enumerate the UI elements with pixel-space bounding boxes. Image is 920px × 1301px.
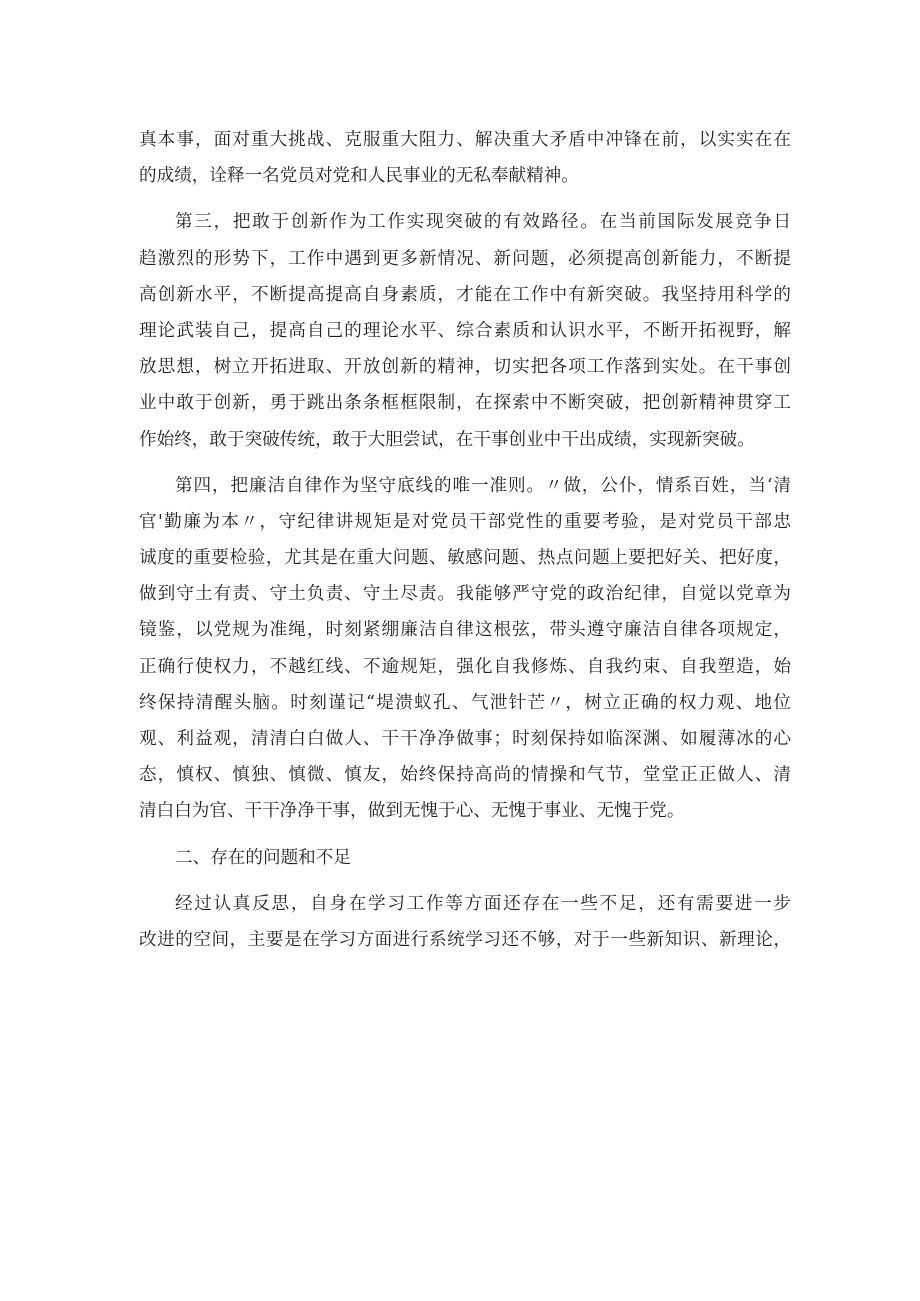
- text-line: 真本事，面对重大挑战、克服重大阻力、解决重大矛盾中冲锋在前，以实实在在: [139, 130, 791, 150]
- text-line: 官'勤廉为本〃，守纪律讲规矩是对党员干部党性的重要考验，是对党员干部忠: [139, 511, 791, 532]
- text-line: 镜鉴，以党规为准绳，时刻紧绷廉洁自律这根弦，带头遵守廉洁自律各项规定，: [139, 620, 791, 641]
- document-body: [139, 122, 791, 958]
- text-line: 高创新水平，不断提高提高自身素质，才能在工作中有新突破。我坚持用科学的: [139, 284, 791, 305]
- text-line: 的成绩，诠释一名党员对党和人民事业的无私奉献精神。: [139, 166, 579, 187]
- text-line: 正确行使权力，不越红线、不逾规矩，强化自我修炼、自我约束、自我塑造，始: [139, 656, 791, 677]
- text-line: 理论武装自己，提高自己的理论水平、综合素质和认识水平，不断开拓视野，解: [139, 320, 791, 341]
- text-line: 业中敢于创新，勇于跳出条条框框限制，在探索中不断突破，把创新精神贯穿工: [139, 393, 791, 414]
- text-line: 诚度的重要检验，尤其是在重大问题、敏感问题、热点问题上要把好关、把好度，: [139, 548, 791, 569]
- text-line: 经过认真反思，自身在学习工作等方面还存在一些不足，还有需要进一步: [175, 893, 791, 914]
- text-line: 终保持清醒头脑。时刻谨记“堤溃蚁孔、气泄针芒〃，树立正确的权力观、地位: [139, 692, 791, 713]
- text-line: 观、利益观，清清白白做人、干干净净做事；时刻保持如临深渊、如履薄冰的心: [139, 729, 791, 749]
- text-line: 态，慎权、慎独、慎微、慎友，始终保持高尚的情操和气节，堂堂正正做人、清: [139, 765, 791, 786]
- text-line: 改进的空间，主要是在学习方面进行系统学习还不够，对于一些新知识、新理论，: [139, 929, 791, 950]
- text-line: 趋激烈的形势下，工作中遇到更多新情况、新问题，必须提高创新能力，不断提: [139, 248, 791, 269]
- text-line: 第四，把廉洁自律作为坚守底线的唯一准则。〃做，公仆，情系百姓，当‘清: [175, 475, 791, 496]
- text-line: 做到守土有责、守土负责、守土尽责。我能够严守党的政治纪律，自觉以党章为: [139, 584, 791, 605]
- paragraph-integrity: [139, 468, 791, 830]
- section-heading: [139, 840, 791, 876]
- text-line: 放思想，树立开拓进取、开放创新的精神，切实把各项工作落到实处。在干事创: [139, 357, 791, 378]
- text-line: 清白白为官、干干净净干事，做到无愧于心、无愧于事业、无愧于党。: [139, 801, 685, 822]
- text-line: 第三，把敢于创新作为工作实现突破的有效路径。在当前国际发展竞争日: [175, 212, 791, 233]
- paragraph-innovation: [139, 204, 791, 457]
- heading-problems: 二、存在的问题和不足: [175, 847, 351, 868]
- text-line: 作始终，敢于突破传统，敢于大胆尝试，在干事创业中干出成绩，实现新突破。: [139, 429, 755, 450]
- paragraph-reflection: [139, 886, 791, 958]
- paragraph-continuation: [139, 122, 791, 194]
